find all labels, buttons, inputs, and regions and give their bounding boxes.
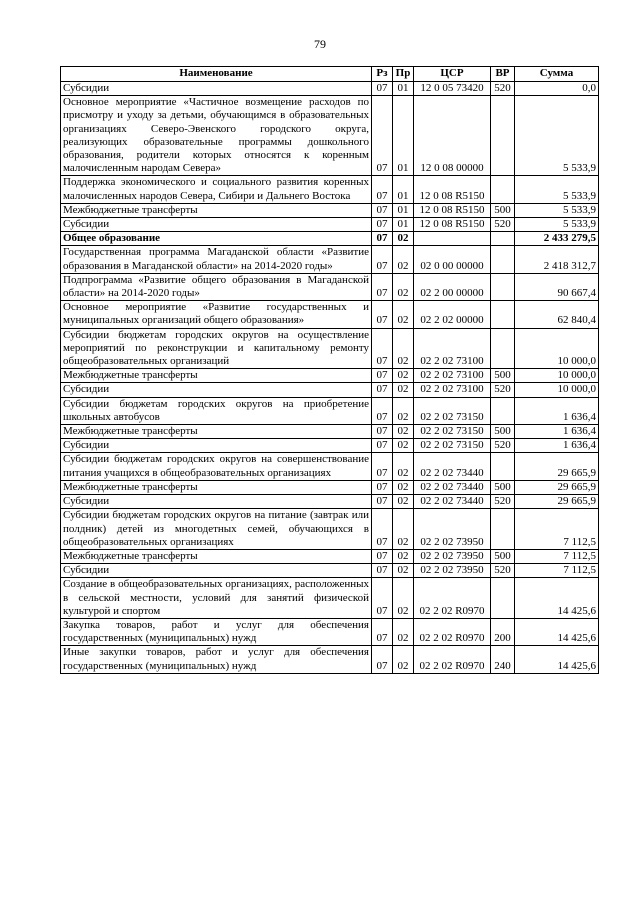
cell-csr: 02 2 02 R0970 — [414, 578, 491, 619]
cell-csr: 02 2 02 73440 — [414, 453, 491, 480]
cell-pr: 02 — [393, 425, 414, 439]
cell-csr: 12 0 05 73420 — [414, 82, 491, 96]
cell-rz: 07 — [372, 425, 393, 439]
cell-sum: 1 636,4 — [515, 425, 599, 439]
cell-vr — [491, 232, 515, 246]
cell-sum: 10 000,0 — [515, 369, 599, 383]
cell-vr: 500 — [491, 480, 515, 494]
cell-vr: 500 — [491, 369, 515, 383]
cell-rz: 07 — [372, 495, 393, 509]
cell-csr: 02 2 02 73950 — [414, 509, 491, 550]
cell-rz: 07 — [372, 646, 393, 673]
table-row — [61, 82, 599, 96]
header-pr: Пр — [393, 67, 414, 82]
cell-name: Иные закупки товаров, работ и услуг для обеспечения государственных (муниципальных) нужд — [61, 646, 372, 673]
table-row — [61, 564, 599, 578]
table-row — [61, 203, 599, 217]
cell-rz: 07 — [372, 509, 393, 550]
cell-name: Субсидии бюджетам городских округов на питание (завтрак или полдник) детей из многодетных семей, обучающихся в общеобразовательных организациях — [61, 509, 372, 550]
cell-pr: 01 — [393, 96, 414, 176]
cell-csr: 02 2 02 R0970 — [414, 618, 491, 645]
cell-rz: 07 — [372, 301, 393, 328]
cell-csr: 02 2 02 73440 — [414, 480, 491, 494]
cell-pr: 01 — [393, 203, 414, 217]
table-row — [61, 218, 599, 232]
cell-csr — [414, 232, 491, 246]
header-rz: Рз — [372, 67, 393, 82]
cell-name: Поддержка экономического и социального развития коренных малочисленных народов Севера, Сибири и Дальнего Востока — [61, 176, 372, 203]
cell-pr: 02 — [393, 439, 414, 453]
cell-sum: 5 533,9 — [515, 176, 599, 203]
cell-sum: 29 665,9 — [515, 453, 599, 480]
cell-vr — [491, 328, 515, 369]
cell-name: Субсидии — [61, 439, 372, 453]
cell-name: Межбюджетные трансферты — [61, 480, 372, 494]
cell-name: Субсидии бюджетам городских округов на совершенствование питания учащихся в общеобразовательных организациях — [61, 453, 372, 480]
table-row — [61, 425, 599, 439]
cell-sum: 14 425,6 — [515, 578, 599, 619]
cell-pr: 02 — [393, 495, 414, 509]
cell-vr: 520 — [491, 564, 515, 578]
cell-csr: 02 2 02 73950 — [414, 564, 491, 578]
cell-vr: 520 — [491, 495, 515, 509]
cell-rz: 07 — [372, 96, 393, 176]
table-row — [61, 397, 599, 424]
budget-table — [60, 66, 599, 674]
cell-rz: 07 — [372, 564, 393, 578]
cell-csr: 02 2 02 73100 — [414, 369, 491, 383]
table-header-row — [61, 67, 599, 82]
cell-pr: 01 — [393, 176, 414, 203]
table-row — [61, 453, 599, 480]
table-row — [61, 232, 599, 246]
table-row — [61, 246, 599, 273]
table-row — [61, 273, 599, 300]
cell-vr — [491, 509, 515, 550]
table-row — [61, 439, 599, 453]
cell-sum: 5 533,9 — [515, 203, 599, 217]
cell-rz: 07 — [372, 246, 393, 273]
cell-name: Субсидии — [61, 218, 372, 232]
table-row — [61, 176, 599, 203]
header-vr: ВР — [491, 67, 515, 82]
table-body — [61, 82, 599, 674]
cell-sum: 29 665,9 — [515, 495, 599, 509]
cell-name: Субсидии бюджетам городских округов на осуществление мероприятий по реконструкции и капитальному ремонту общеобразовательных организаций — [61, 328, 372, 369]
cell-pr: 02 — [393, 232, 414, 246]
cell-vr — [491, 176, 515, 203]
cell-csr: 02 2 02 73100 — [414, 328, 491, 369]
cell-sum: 7 112,5 — [515, 509, 599, 550]
page-number: 79 — [314, 37, 326, 51]
cell-vr — [491, 246, 515, 273]
cell-vr: 500 — [491, 203, 515, 217]
cell-sum: 7 112,5 — [515, 549, 599, 563]
table-row — [61, 328, 599, 369]
cell-name: Субсидии — [61, 495, 372, 509]
cell-pr: 02 — [393, 564, 414, 578]
cell-rz: 07 — [372, 397, 393, 424]
cell-name: Основное мероприятие «Частичное возмещение расходов по присмотру и уходу за детьми, обучающимся в образовательных организациях Северо-Эвенского городского округа, реализующих образовательные программы дошкольного образования, родители которых относятся к коренным малочисленным народам Севера» — [61, 96, 372, 176]
cell-pr: 01 — [393, 218, 414, 232]
table-row — [61, 301, 599, 328]
cell-rz: 07 — [372, 82, 393, 96]
cell-sum: 1 636,4 — [515, 397, 599, 424]
cell-vr: 520 — [491, 439, 515, 453]
cell-csr: 12 0 08 R5150 — [414, 218, 491, 232]
table-row — [61, 509, 599, 550]
cell-rz: 07 — [372, 203, 393, 217]
cell-csr: 02 2 02 73440 — [414, 495, 491, 509]
table-row — [61, 480, 599, 494]
cell-rz: 07 — [372, 232, 393, 246]
cell-pr: 02 — [393, 397, 414, 424]
cell-vr — [491, 96, 515, 176]
cell-pr: 02 — [393, 509, 414, 550]
cell-vr: 500 — [491, 425, 515, 439]
cell-name: Межбюджетные трансферты — [61, 425, 372, 439]
cell-csr: 02 2 02 73950 — [414, 549, 491, 563]
cell-rz: 07 — [372, 369, 393, 383]
cell-rz: 07 — [372, 480, 393, 494]
cell-pr: 02 — [393, 246, 414, 273]
cell-vr — [491, 273, 515, 300]
cell-vr: 520 — [491, 383, 515, 397]
cell-name: Основное мероприятие «Развитие государственных и муниципальных организаций общего образования» — [61, 301, 372, 328]
cell-name: Межбюджетные трансферты — [61, 203, 372, 217]
header-sum: Сумма — [515, 67, 599, 82]
table-row — [61, 495, 599, 509]
cell-rz: 07 — [372, 383, 393, 397]
cell-pr: 02 — [393, 369, 414, 383]
cell-csr: 12 0 08 R5150 — [414, 203, 491, 217]
cell-csr: 12 0 08 00000 — [414, 96, 491, 176]
cell-csr: 02 2 00 00000 — [414, 273, 491, 300]
cell-pr: 01 — [393, 82, 414, 96]
cell-pr: 02 — [393, 578, 414, 619]
cell-rz: 07 — [372, 273, 393, 300]
cell-sum: 5 533,9 — [515, 96, 599, 176]
cell-pr: 02 — [393, 328, 414, 369]
cell-pr: 02 — [393, 618, 414, 645]
table-row — [61, 96, 599, 176]
header-name: Наименование — [61, 67, 372, 82]
cell-rz: 07 — [372, 439, 393, 453]
cell-vr — [491, 453, 515, 480]
cell-rz: 07 — [372, 578, 393, 619]
cell-name: Закупка товаров, работ и услуг для обеспечения государственных (муниципальных) нужд — [61, 618, 372, 645]
cell-pr: 02 — [393, 301, 414, 328]
cell-sum: 2 418 312,7 — [515, 246, 599, 273]
cell-vr: 240 — [491, 646, 515, 673]
cell-sum: 10 000,0 — [515, 328, 599, 369]
table-row — [61, 549, 599, 563]
cell-name: Субсидии бюджетам городских округов на приобретение школьных автобусов — [61, 397, 372, 424]
cell-rz: 07 — [372, 218, 393, 232]
cell-sum: 7 112,5 — [515, 564, 599, 578]
table-row — [61, 578, 599, 619]
table-row — [61, 369, 599, 383]
cell-rz: 07 — [372, 453, 393, 480]
cell-pr: 02 — [393, 273, 414, 300]
cell-sum: 0,0 — [515, 82, 599, 96]
cell-pr: 02 — [393, 453, 414, 480]
cell-csr: 02 2 02 00000 — [414, 301, 491, 328]
cell-csr: 12 0 08 R5150 — [414, 176, 491, 203]
cell-csr: 02 2 02 73150 — [414, 397, 491, 424]
cell-sum: 5 533,9 — [515, 218, 599, 232]
cell-pr: 02 — [393, 549, 414, 563]
header-csr: ЦСР — [414, 67, 491, 82]
cell-vr: 200 — [491, 618, 515, 645]
cell-name: Субсидии — [61, 82, 372, 96]
cell-vr — [491, 301, 515, 328]
cell-csr: 02 2 02 R0970 — [414, 646, 491, 673]
cell-name: Общее образование — [61, 232, 372, 246]
cell-rz: 07 — [372, 176, 393, 203]
cell-name: Межбюджетные трансферты — [61, 369, 372, 383]
table-row — [61, 646, 599, 673]
cell-sum: 2 433 279,5 — [515, 232, 599, 246]
cell-vr: 500 — [491, 549, 515, 563]
cell-sum: 1 636,4 — [515, 439, 599, 453]
table-row — [61, 383, 599, 397]
cell-csr: 02 2 02 73150 — [414, 425, 491, 439]
table-row — [61, 618, 599, 645]
cell-sum: 90 667,4 — [515, 273, 599, 300]
cell-name: Государственная программа Магаданской области «Развитие образования в Магаданской области» на 2014-2020 годы» — [61, 246, 372, 273]
cell-csr: 02 2 02 73100 — [414, 383, 491, 397]
cell-vr: 520 — [491, 218, 515, 232]
cell-sum: 14 425,6 — [515, 646, 599, 673]
cell-vr: 520 — [491, 82, 515, 96]
cell-rz: 07 — [372, 549, 393, 563]
cell-csr: 02 0 00 00000 — [414, 246, 491, 273]
cell-pr: 02 — [393, 383, 414, 397]
cell-pr: 02 — [393, 646, 414, 673]
cell-name: Создание в общеобразовательных организациях, расположенных в сельской местности, условий для занятий физической культурой и спортом — [61, 578, 372, 619]
cell-name: Межбюджетные трансферты — [61, 549, 372, 563]
cell-csr: 02 2 02 73150 — [414, 439, 491, 453]
cell-name: Подпрограмма «Развитие общего образования в Магаданской области» на 2014-2020 годы» — [61, 273, 372, 300]
cell-name: Субсидии — [61, 383, 372, 397]
cell-rz: 07 — [372, 618, 393, 645]
cell-sum: 62 840,4 — [515, 301, 599, 328]
cell-pr: 02 — [393, 480, 414, 494]
cell-sum: 29 665,9 — [515, 480, 599, 494]
cell-vr — [491, 397, 515, 424]
cell-sum: 10 000,0 — [515, 383, 599, 397]
cell-sum: 14 425,6 — [515, 618, 599, 645]
cell-name: Субсидии — [61, 564, 372, 578]
cell-vr — [491, 578, 515, 619]
cell-rz: 07 — [372, 328, 393, 369]
